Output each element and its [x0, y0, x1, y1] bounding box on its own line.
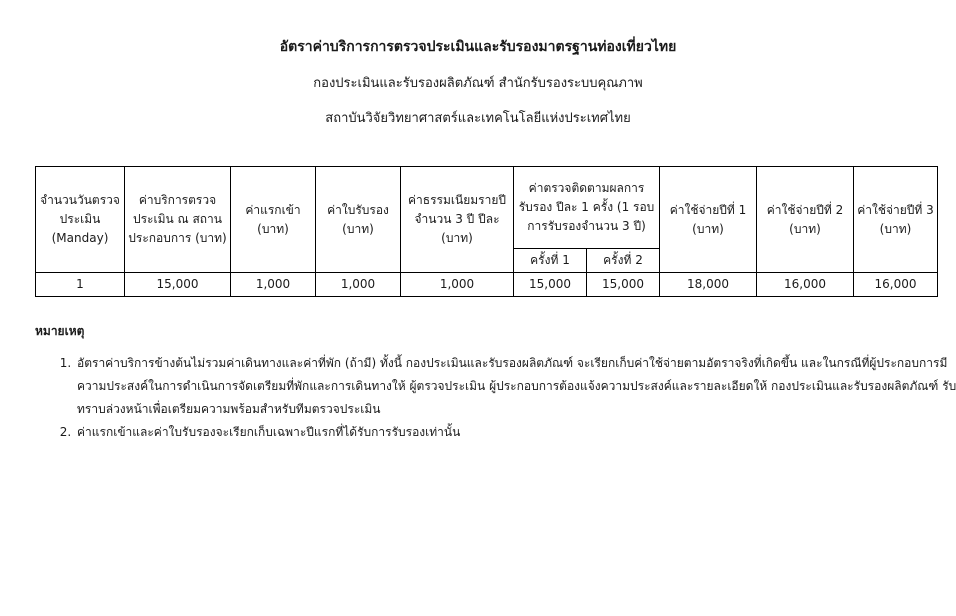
remarks-list — [35, 352, 956, 444]
header-surveillance-2: ครั้งที่ 2 — [587, 249, 660, 273]
cell-entry-fee: 1,000 — [231, 273, 316, 297]
cell-surveillance-1: 15,000 — [514, 273, 587, 297]
header-annual-fee: ค่าธรรมเนียมรายปี จำนวน 3 ปี ปีละ (บาท) — [401, 167, 514, 273]
page-title: อัตราค่าบริการการตรวจประเมินและรับรองมาตรฐานท่องเที่ยวไทย — [279, 39, 677, 55]
cell-onsite-fee: 15,000 — [125, 273, 231, 297]
cell-year2-cost: 16,000 — [757, 273, 854, 297]
remark-item: 1. อัตราค่าบริการข้างต้นไม่รวมค่าเดินทางและค่าที่พัก (ถ้ามี) ทั้งนี้ กองประเมินและรับรองผลิตภัณฑ์ จะเรียกเก็บค่าใช้จ่ายตามอัตราจริงที่เกิดขึ้น และในกรณีที่ผู้ประกอบการมีความประสงค์ในการดำเนินการจัดเตรียมที่พักและการเดินทางให้ ผู้ตรวจประเมิน ผู้ประกอบการต้องแจ้งความประสงค์และรายละเอียดให้ กองประเมินและรับรองผลิตภัณฑ์ รับทราบล่วงหน้าเพื่อเตรียมความพร้อมสำหรับทีมตรวจประเมิน — [75, 352, 956, 421]
header-year2-cost: ค่าใช้จ่ายปีที่ 2 (บาท) — [757, 167, 854, 273]
cell-annual-fee: 1,000 — [401, 273, 514, 297]
header-surveillance: ค่าตรวจติดตามผลการรับรอง ปีละ 1 ครั้ง (1 รอบการรับรองจำนวน 3 ปี) — [514, 167, 660, 249]
remarks-heading: หมายเหตุ — [35, 324, 85, 338]
cell-year3-cost: 16,000 — [854, 273, 938, 297]
header-certificate-fee: ค่าใบรับรอง (บาท) — [316, 167, 401, 273]
cell-year1-cost: 18,000 — [660, 273, 757, 297]
cell-certificate-fee: 1,000 — [316, 273, 401, 297]
cell-surveillance-2: 15,000 — [587, 273, 660, 297]
cell-manday: 1 — [36, 273, 125, 297]
department-subtitle: กองประเมินและรับรองผลิตภัณฑ์ สำนักรับรองระบบคุณภาพ — [313, 76, 643, 91]
header-year1-cost: ค่าใช้จ่ายปีที่ 1 (บาท) — [660, 167, 757, 273]
remark-item: 2. ค่าแรกเข้าและค่าใบรับรองจะเรียกเก็บเฉพาะปีแรกที่ได้รับการรับรองเท่านั้น — [75, 421, 956, 444]
institute-subtitle: สถาบันวิจัยวิทยาศาสตร์และเทคโนโลยีแห่งประเทศไทย — [325, 111, 631, 126]
header-onsite-fee: ค่าบริการตรวจประเมิน ณ สถานประกอบการ (บาท) — [125, 167, 231, 273]
table-row — [36, 273, 938, 297]
header-year3-cost: ค่าใช้จ่ายปีที่ 3 (บาท) — [854, 167, 938, 273]
header-manday: จำนวนวันตรวจประเมิน (Manday) — [36, 167, 125, 273]
rate-table — [35, 166, 938, 297]
header-surveillance-1: ครั้งที่ 1 — [514, 249, 587, 273]
header-entry-fee: ค่าแรกเข้า (บาท) — [231, 167, 316, 273]
